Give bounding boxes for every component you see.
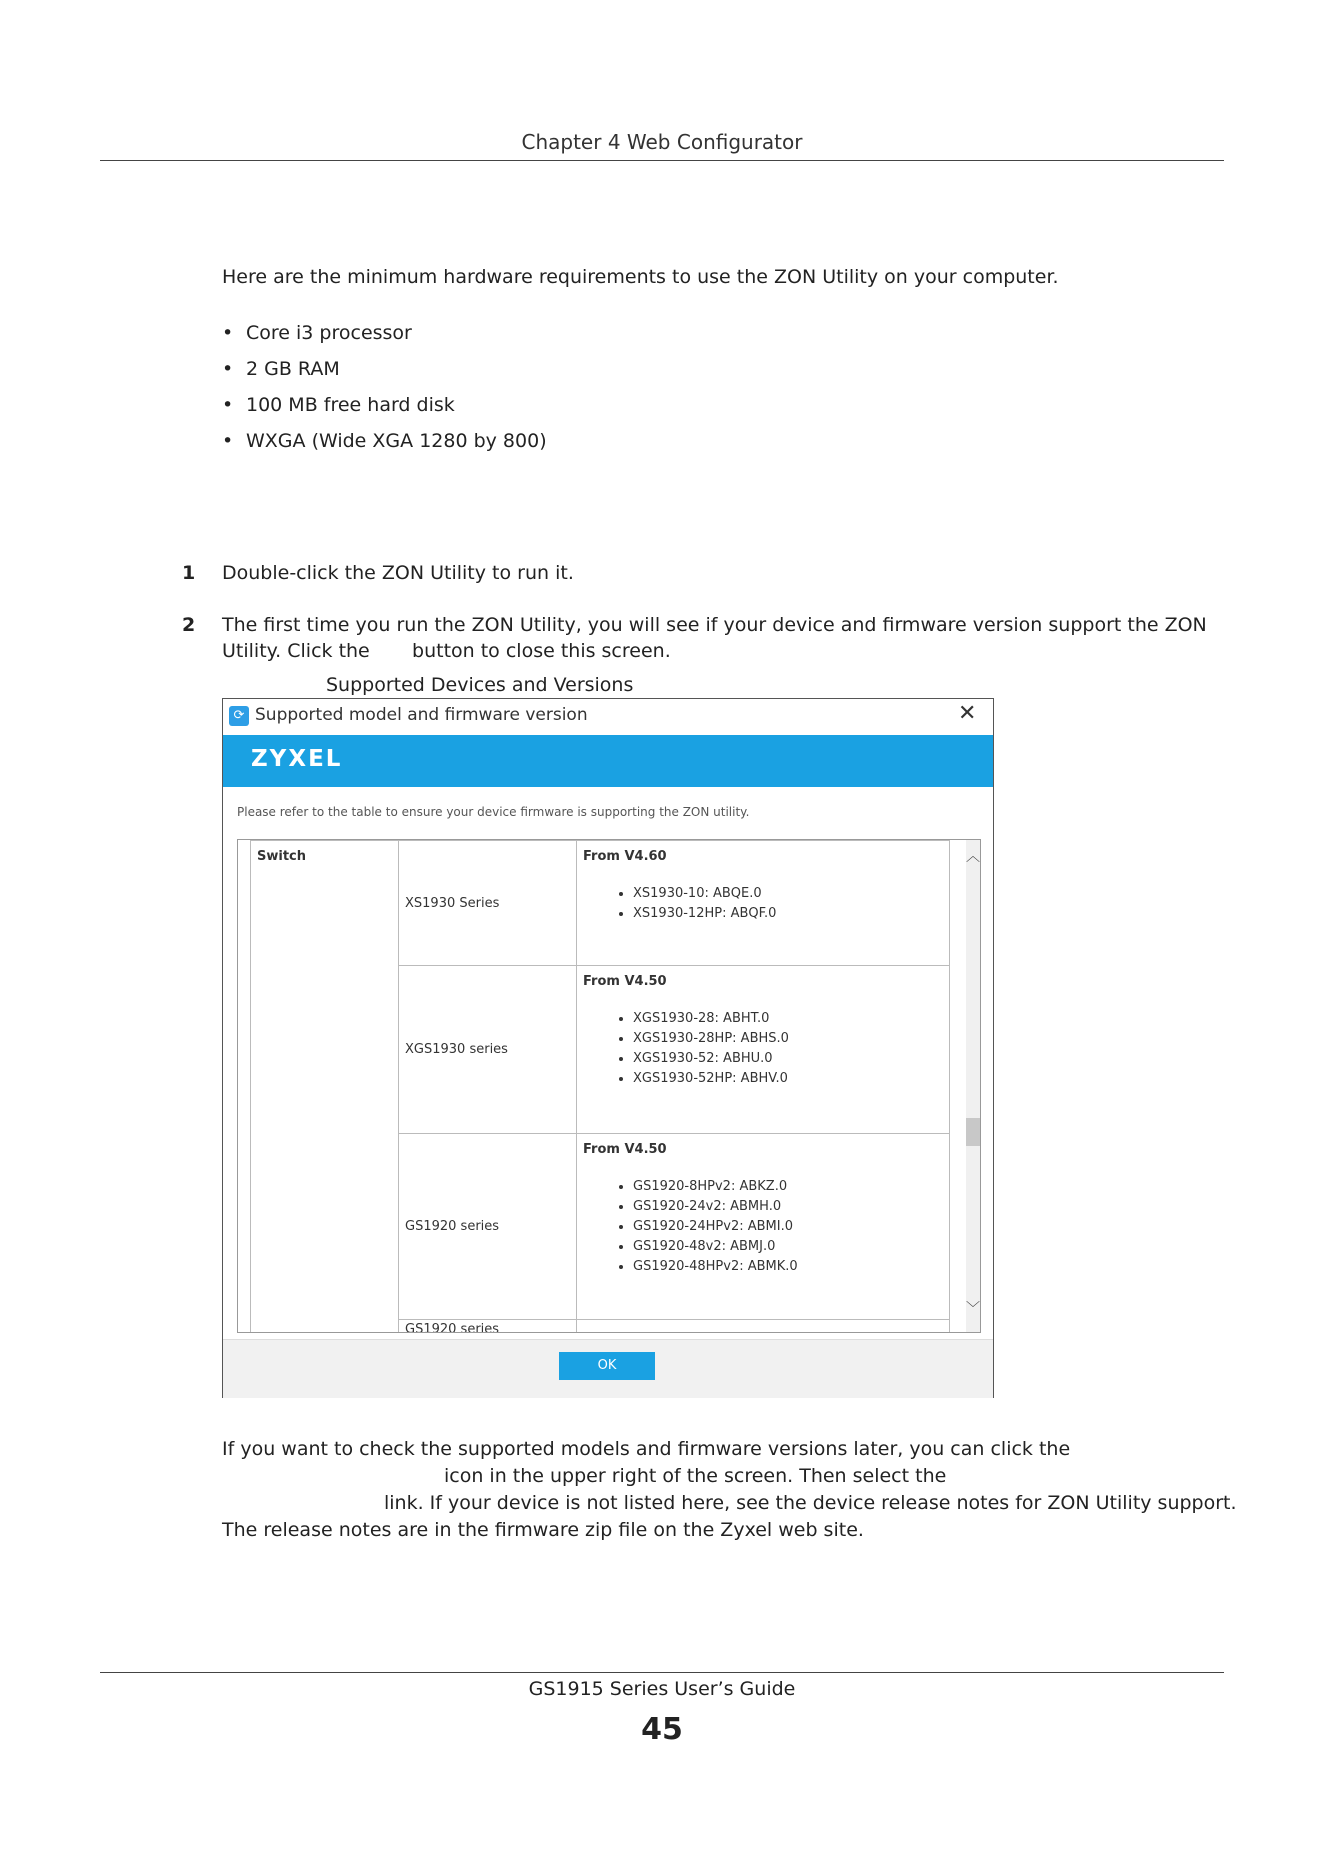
- dialog-note: Please refer to the table to ensure your device firmware is supporting the ZON utility.: [237, 805, 750, 819]
- requirement-item: • 2 GB RAM: [222, 358, 340, 380]
- firmware-cell: [577, 1320, 950, 1334]
- after-text: icon in the upper right of the screen. Then select the: [444, 1465, 947, 1487]
- intro-text: Here are the minimum hardware requirements to use the ZON Utility on your computer.: [222, 266, 1059, 288]
- after-text: The release notes are in the firmware zip file on the Zyxel web site.: [222, 1519, 864, 1541]
- firmware-cell: From V4.60 • XS1930-10: ABQE.0 • XS1930-12HP: ABQF.0: [577, 841, 950, 966]
- dialog-footer: [223, 1339, 993, 1398]
- series-cell: XS1930 Series: [399, 841, 577, 966]
- footer-rule: [100, 1672, 1224, 1673]
- zyxel-logo: ZYXEL: [251, 746, 343, 772]
- after-text: If you want to check the supported models and firmware versions later, you can click the: [222, 1438, 1071, 1460]
- supported-table-area: [237, 839, 981, 1333]
- requirements-list: [222, 315, 547, 459]
- firmware-cell: From V4.50 • XGS1930-28: ABHT.0 • XGS1930-28HP: ABHS.0 • XGS1930-52: ABHU.0 • XGS1930-52HP: ABHV.0: [577, 966, 950, 1134]
- step-text: Double-click the ZON Utility to run it.: [222, 562, 574, 584]
- supported-table: [250, 840, 950, 1333]
- dialog-titlebar: [223, 699, 993, 735]
- chapter-header: Chapter 4 Web Configurator: [521, 130, 803, 154]
- series-cell: GS1920 series: [399, 1320, 577, 1334]
- step-number: 1: [182, 562, 196, 584]
- model-item: • GS1920-8HPv2: ABKZ.0: [633, 1177, 943, 1197]
- chevron-down-icon[interactable]: ﹀: [966, 1301, 980, 1317]
- model-item: • GS1920-24v2: ABMH.0: [633, 1197, 943, 1217]
- after-text: link. If your device is not listed here, see the device release notes for ZON Utility support.: [384, 1492, 1237, 1514]
- series-cell: XGS1930 series: [399, 966, 577, 1134]
- app-icon: ⟳: [229, 706, 249, 726]
- model-item: • XGS1930-52: ABHU.0: [633, 1049, 943, 1069]
- model-item: • GS1920-24HPv2: ABMI.0: [633, 1217, 943, 1237]
- figure-caption: Supported Devices and Versions: [326, 674, 634, 696]
- guide-title: GS1915 Series User’s Guide: [528, 1678, 796, 1700]
- header-rule: [100, 160, 1224, 161]
- firmware-cell: From V4.50 • GS1920-8HPv2: ABKZ.0 • GS1920-24v2: ABMH.0 • GS1920-24HPv2: ABMI.0 • GS1920-48v2: ABMJ.0 • GS1920-48HPv2: ABMK.0: [577, 1134, 950, 1320]
- chevron-up-icon[interactable]: ︿: [966, 849, 980, 865]
- close-icon[interactable]: ✕: [958, 701, 977, 726]
- brand-banner: [223, 735, 993, 787]
- dialog-title: Supported model and firmware version: [255, 705, 588, 725]
- requirement-item: • WXGA (Wide XGA 1280 by 800): [222, 430, 547, 452]
- scrollbar-thumb[interactable]: [966, 1118, 980, 1146]
- model-item: • GS1920-48HPv2: ABMK.0: [633, 1257, 943, 1277]
- vertical-scrollbar[interactable]: [966, 840, 980, 1332]
- model-item: • XGS1930-28HP: ABHS.0: [633, 1029, 943, 1049]
- model-item: • XGS1930-52HP: ABHV.0: [633, 1069, 943, 1089]
- model-item: • XS1930-12HP: ABQF.0: [633, 904, 943, 924]
- requirement-item: • 100 MB free hard disk: [222, 394, 455, 416]
- category-cell: Switch: [251, 841, 399, 1334]
- ok-button[interactable]: OK: [559, 1352, 655, 1380]
- supported-models-dialog: [222, 698, 994, 1398]
- series-cell: GS1920 series: [399, 1134, 577, 1320]
- page-number: 45: [641, 1712, 683, 1747]
- step-text: The first time you run the ZON Utility, you will see if your device and firmware version support the ZON: [222, 614, 1207, 636]
- model-item: • XS1930-10: ABQE.0: [633, 884, 943, 904]
- model-item: • GS1920-48v2: ABMJ.0: [633, 1237, 943, 1257]
- requirement-item: • Core i3 processor: [222, 322, 412, 344]
- table-row: [251, 841, 950, 966]
- model-item: • XGS1930-28: ABHT.0: [633, 1009, 943, 1029]
- step-text: Utility. Click the button to close this screen.: [222, 640, 671, 662]
- step-number: 2: [182, 614, 196, 636]
